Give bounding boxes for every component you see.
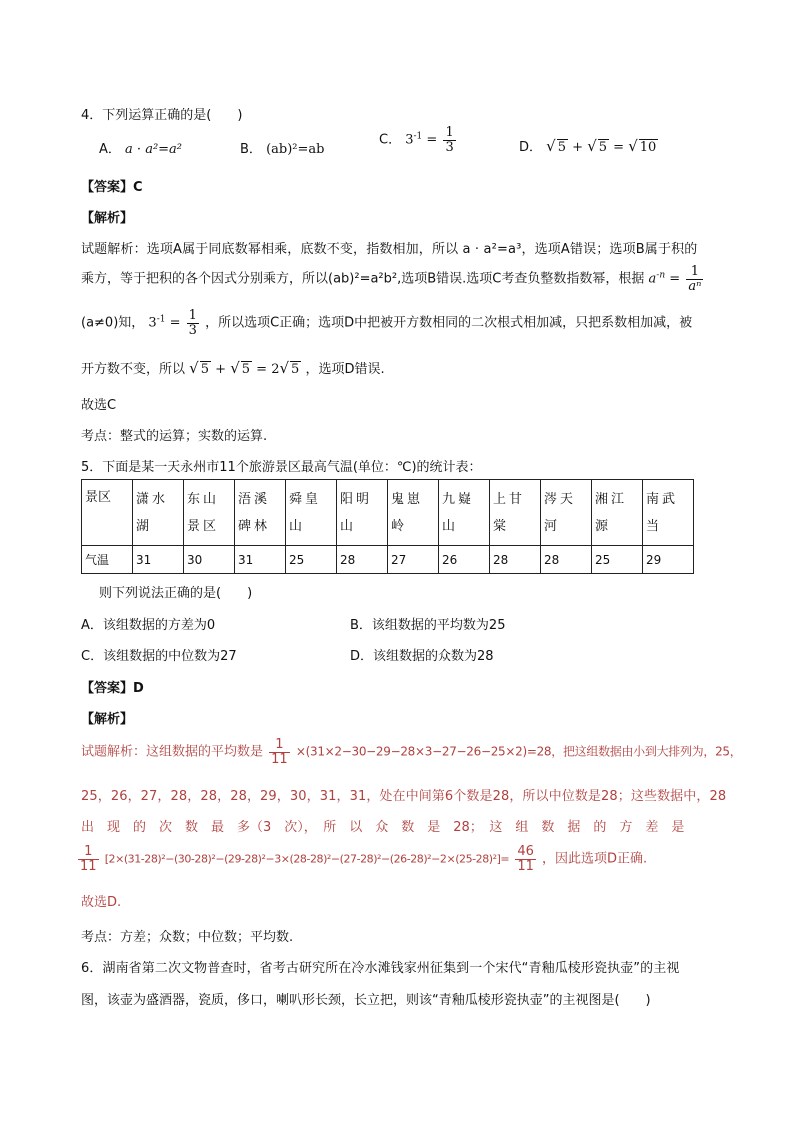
- q4-option-c-num: 1: [445, 125, 454, 140]
- q4-explanation-line3-eq: =: [169, 315, 181, 331]
- q5-explanation-line4-den: 11: [80, 858, 97, 874]
- sqrt-icon: √: [230, 359, 240, 377]
- q5-option-a: A．该组数据的方差为0: [81, 618, 216, 633]
- q4-explanation-line4-r2: 5: [241, 362, 251, 377]
- q4-option-d: [519, 136, 658, 155]
- q4-explanation-line3-num: 1: [188, 308, 197, 323]
- q5-answer: 【答案】D: [81, 681, 144, 696]
- temperature-table: [81, 479, 694, 574]
- table-cell: 南武 当: [643, 480, 694, 546]
- table-cell: 湘江 源: [592, 480, 643, 546]
- q4-explanation-line3-text-b: ，所以选项C正确；选项D中把被开方数相同的二次根式相加减，只把系数相加减，被: [205, 315, 693, 331]
- table-cell: 涔天 河: [541, 480, 592, 546]
- table-cell: 25: [286, 546, 337, 574]
- q4-option-c-base: 3: [405, 132, 414, 148]
- q4-option-a: [99, 138, 182, 157]
- q4-explanation-line3-base: 3: [148, 315, 157, 331]
- q4-stem: 4．下列运算正确的是( ): [81, 108, 243, 123]
- table-cell: 阳明 山: [337, 480, 388, 546]
- q4-explanation-line3-fraction: [187, 309, 199, 337]
- table-cell: 舜皇 山: [286, 480, 337, 546]
- table-header-label: 景区: [82, 480, 133, 546]
- q4-option-d-r2: 5: [598, 140, 608, 155]
- q4-explanation-line1: 试题解析：选项A属于同底数幂相乘，底数不变，指数相加，所以 a · a²=a³，选项A错误；选项B属于积的: [81, 242, 698, 257]
- q4-explanation-line4-text-a: 开方数不变，所以: [81, 362, 186, 377]
- table-cell: 29: [643, 546, 694, 574]
- q5-explanation-line4-fraction-b: [515, 845, 536, 873]
- q4-option-c-fraction: [443, 126, 455, 154]
- table-cell: 28: [337, 546, 388, 574]
- q4-explanation-line4-eq: = 2: [256, 362, 280, 377]
- q4-option-c-eq: =: [426, 132, 438, 148]
- q4-analysis-title: 【解析】: [81, 211, 134, 226]
- q4-option-b-label: B．: [240, 142, 262, 157]
- q5-explanation-line4-num2: 46: [517, 844, 534, 859]
- q5-explanation-line1-num: 1: [269, 738, 290, 753]
- sqrt-icon: √: [546, 137, 556, 155]
- table-cell: 上甘 棠: [490, 480, 541, 546]
- table-cell: 九嶷 山: [439, 480, 490, 546]
- q5-explanation-line4-text-b: ，因此选项D正确.: [542, 851, 648, 867]
- q4-explanation-line4-r1: 5: [200, 362, 209, 377]
- q5-explanation-line1-den: 11: [271, 751, 288, 767]
- q4-explanation-line2-eq: =: [669, 271, 681, 287]
- q4-option-b-math: (ab)²=ab: [266, 142, 325, 157]
- q4-explanation-line2-num: 1: [686, 265, 703, 280]
- q4-option-d-plus: +: [572, 140, 584, 155]
- q5-option-d: D．该组数据的众数为28: [350, 649, 494, 664]
- q4-option-a-label: A．: [99, 142, 121, 157]
- q5-explanation-line4-num: 1: [78, 845, 99, 860]
- sqrt-icon: √: [279, 359, 290, 377]
- table-cell: 31: [133, 546, 184, 574]
- q4-option-c-label: C．: [379, 132, 402, 148]
- q5-choose: 故选D.: [81, 895, 122, 910]
- q4-explanation-line3-exp: -1: [156, 314, 166, 325]
- q4-point: 考点：整式的运算；实数的运算.: [81, 429, 268, 444]
- table-cell: 鬼崽 岭: [388, 480, 439, 546]
- q5-explanation-line4-fraction-a: [78, 845, 99, 873]
- q5-sub-stem: 则下列说法正确的是( ): [99, 586, 253, 601]
- q5-explanation-line1-fraction: [269, 738, 290, 766]
- q4-option-c-exp: -1: [413, 131, 423, 142]
- q5-explanation-line1-text-a: 试题解析：这组数据的平均数是: [81, 744, 264, 760]
- q4-explanation-line4-r3: 5: [291, 362, 300, 377]
- q4-answer: 【答案】C: [81, 180, 143, 195]
- q4-explanation-line4-text-b: ，选项D错误.: [305, 362, 385, 377]
- table-cell: 潇水 湖: [133, 480, 184, 546]
- q4-explanation-line2-fraction: [686, 265, 703, 293]
- q5-explanation-line4: [76, 845, 647, 873]
- table-temp-label: 气温: [82, 546, 133, 574]
- table-cell: 31: [235, 546, 286, 574]
- q4-option-c: [379, 126, 458, 154]
- q6-line2: 图，该壶为盛酒器，瓷质，侈口，喇叭形长颈，长立把，则该“青釉瓜棱形瓷执壶”的主视图是( ): [81, 993, 651, 1008]
- q5-analysis-title: 【解析】: [81, 712, 134, 727]
- table-cell: 28: [541, 546, 592, 574]
- q4-option-d-label: D．: [519, 140, 543, 155]
- q5-point: 考点：方差；众数；中位数；平均数.: [81, 930, 294, 945]
- q5-explanation-line3: 出 现 的 次 数 最 多（3 次）， 所 以 众 数 是 28； 这 组 数 据 的 方 差 是: [81, 820, 685, 835]
- q4-choose: 故选C: [81, 398, 117, 413]
- table-row: [82, 480, 694, 546]
- q4-explanation-line2-den: aⁿ: [688, 278, 702, 294]
- table-cell: 25: [592, 546, 643, 574]
- q4-option-d-r1: 5: [557, 140, 566, 155]
- q4-explanation-line3: [81, 309, 692, 337]
- q5-explanation-line1: [81, 738, 741, 766]
- table-cell: 27: [388, 546, 439, 574]
- sqrt-icon: √: [587, 137, 597, 155]
- q4-option-b: [240, 138, 324, 157]
- q4-explanation-line3-den: 3: [188, 322, 197, 338]
- q4-explanation-line4-plus: +: [215, 362, 227, 377]
- sqrt-icon: √: [189, 359, 199, 377]
- table-cell: 浯溪 碑林: [235, 480, 286, 546]
- table-row: [82, 546, 694, 574]
- q5-explanation-line2: 25，26，27，28，28，28，29，30，31，31，处在中间第6个数是28，所以中位数是28；这些数据中，28: [81, 789, 727, 804]
- table-cell: 28: [490, 546, 541, 574]
- q4-explanation-line3-text-a: (a≠0)知，: [81, 315, 145, 331]
- q4-explanation-line2-text: 乘方，等于把积的各个因式分别乘方，所以(ab)²=a²b²,选项B错误.选项C考查负整数指数幂，根据: [81, 271, 645, 287]
- q5-stem: 5．下面是某一天永州市11个旅游景区最高气温(单位：℃)的统计表：: [81, 460, 482, 475]
- q5-option-c: C．该组数据的中位数为27: [81, 649, 237, 664]
- table-cell: 30: [184, 546, 235, 574]
- q4-option-d-eq: =: [613, 140, 625, 155]
- q4-explanation-line2: [81, 265, 705, 293]
- q4-option-c-den: 3: [445, 139, 454, 155]
- q5-explanation-line1-text-b: ×(31×2−30−29−28×3−27−26−25×2)=28，把这组数据由小到大排列为，25，: [295, 744, 742, 759]
- q4-explanation-line2-base: a: [648, 271, 657, 287]
- q5-option-b: B．该组数据的平均数为25: [350, 618, 506, 633]
- table-cell: 东山 景区: [184, 480, 235, 546]
- q5-explanation-line4-den2: 11: [517, 858, 534, 874]
- q4-explanation-line2-exp: -n: [656, 270, 666, 281]
- table-cell: 26: [439, 546, 490, 574]
- q4-explanation-line4: [81, 358, 385, 377]
- q4-option-d-r3: 10: [639, 140, 657, 155]
- q4-option-a-math: a · a²=a²: [125, 142, 183, 157]
- sqrt-icon: √: [628, 137, 638, 155]
- q5-explanation-line4-text-a: [2×(31-28)²−(30-28)²−(29-28)²−3×(28-28)²−(27-28)²−(26-28)²−2×(25-28)²]=: [104, 852, 510, 866]
- q6-line1: 6．湖南省第二次文物普查时，省考古研究所在冷水滩钱家州征集到一个宋代“青釉瓜棱形瓷执壶”的主视: [81, 961, 680, 976]
